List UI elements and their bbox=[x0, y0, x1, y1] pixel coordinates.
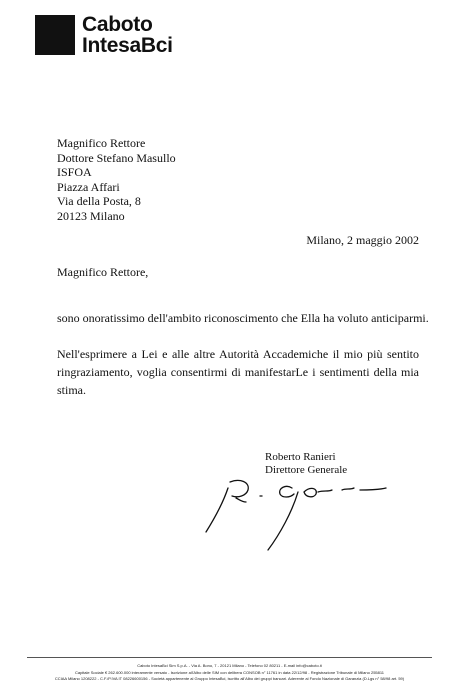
logo-line-1: Caboto bbox=[82, 13, 153, 36]
address-line: Magnifico Rettore bbox=[57, 136, 146, 150]
logo-line-2: IntesaBci bbox=[82, 34, 173, 57]
caboto-intesabci-logo bbox=[35, 15, 205, 57]
address-line: Piazza Affari bbox=[57, 179, 120, 194]
salutation: Magnifico Rettore, bbox=[57, 265, 149, 279]
body-paragraph-1: sono onoratissimo dell'ambito riconoscimento che Ella ha voluto anticiparmi. bbox=[57, 311, 429, 325]
address-line: Via della Posta, 8 bbox=[57, 194, 141, 209]
address-line: Dottore Stefano Masullo bbox=[57, 150, 176, 165]
logo-wordmark bbox=[82, 14, 173, 56]
company-footer bbox=[20, 663, 439, 683]
logo-square-mark bbox=[35, 15, 75, 55]
footer-line-1: Caboto IntesaBci Sim S.p.A. - Via A. Bono, 7 - 20121 Milano - Telefono 02 80211 - E-mail info@caboto.it bbox=[137, 663, 322, 668]
signatory-name: Roberto Ranieri bbox=[265, 451, 336, 463]
signatory-title: Direttore Generale bbox=[265, 464, 348, 476]
footer-line-3: CCIAA Milano 1208222 - C.F./P.IVA IT 08226600156 - Società appartenente al Gruppo IntesaBci, iscritto all'Albo dei gruppi bancari. Aderente al Fondo Nazionale di Garanzia (D.Lgs n° 58/98 art. 59) bbox=[54, 676, 405, 681]
handwritten-signature bbox=[200, 468, 400, 558]
letter-date: Milano, 2 maggio 2002 bbox=[306, 233, 419, 247]
recipient-address bbox=[57, 136, 176, 224]
address-line: 20123 Milano bbox=[57, 208, 125, 223]
body-paragraph-2: Nell'esprimere a Lei e alle altre Autorità Accademiche il mio più sentito ringraziamento, voglia consentirmi di manifestarLe i sentimenti della mia stima. bbox=[57, 347, 419, 397]
footer-line-2: Capitale Sociale € 262.600.000 interamente versato - Iscrizione all'Albo delle SIM con delibera CONSOB n° 11761 in data 22/12/98 - Registrazione Tribunale di Milano 255811 bbox=[74, 669, 385, 675]
address-line: ISFOA bbox=[57, 165, 92, 180]
footer-divider bbox=[27, 657, 432, 658]
